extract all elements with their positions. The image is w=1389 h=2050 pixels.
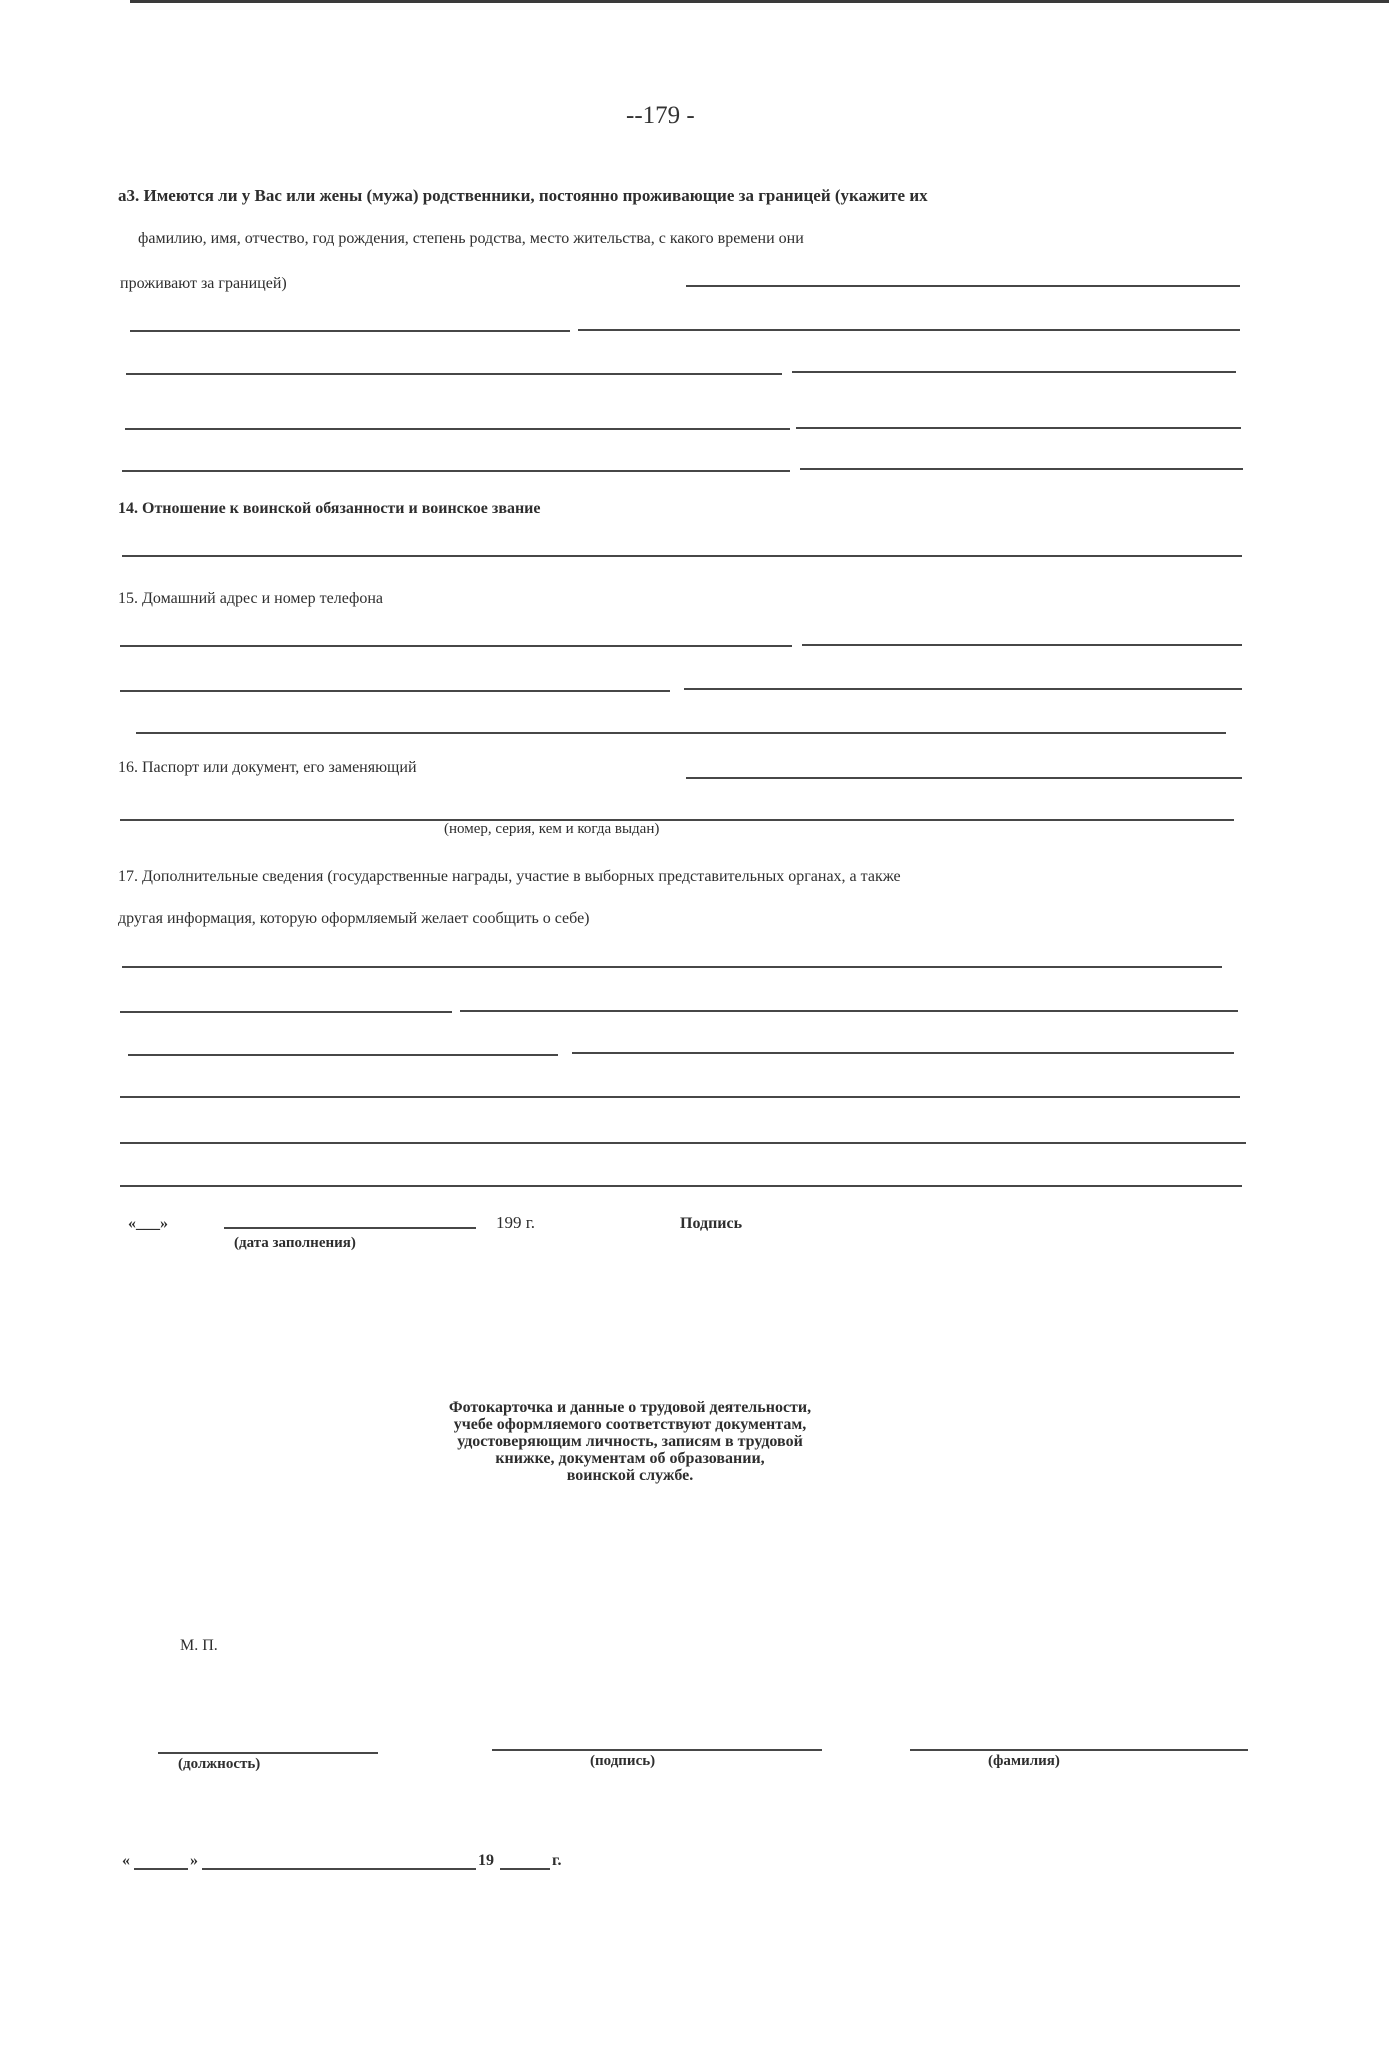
q17-answer-line[interactable] bbox=[460, 1010, 1238, 1012]
q15-answer-line[interactable] bbox=[136, 732, 1226, 734]
position-caption: (должность) bbox=[178, 1756, 261, 1772]
signature-label: Подпись bbox=[680, 1215, 743, 1232]
signature-line[interactable] bbox=[492, 1749, 822, 1751]
bottom-date-month-line[interactable] bbox=[202, 1868, 476, 1870]
q13-answer-line[interactable] bbox=[796, 427, 1241, 429]
fill-date-day: «___» bbox=[128, 1215, 168, 1232]
q17-answer-line[interactable] bbox=[572, 1052, 1234, 1054]
note-line: учебе оформляемого соответствуют документам, bbox=[453, 1416, 807, 1433]
position-line[interactable] bbox=[158, 1752, 378, 1754]
q13-answer-line[interactable] bbox=[130, 330, 570, 332]
q13-answer-line[interactable] bbox=[125, 428, 790, 430]
q17-answer-line[interactable] bbox=[120, 1185, 1242, 1187]
note-line: удостоверяющим личность, записям в трудовой bbox=[457, 1433, 803, 1450]
q16-answer-line[interactable] bbox=[120, 819, 1234, 821]
note-line: воинской службе. bbox=[566, 1467, 694, 1484]
q13-text-line3: проживают за границей) bbox=[120, 275, 287, 292]
q17-text-line1: 17. Дополнительные сведения (государственные награды, участие в выборных представительных органах, а также bbox=[118, 868, 901, 885]
signature-caption: (подпись) bbox=[590, 1753, 656, 1769]
q15-text: 15. Домашний адрес и номер телефона bbox=[118, 590, 384, 607]
surname-line[interactable] bbox=[910, 1749, 1248, 1751]
fill-date-line[interactable] bbox=[224, 1227, 476, 1229]
q16-text: 16. Паспорт или документ, его заменяющий bbox=[118, 759, 417, 776]
q17-answer-line[interactable] bbox=[120, 1011, 452, 1013]
bottom-date-year-prefix: 19 bbox=[478, 1852, 494, 1869]
note-line: книжке, документам об образовании, bbox=[495, 1450, 765, 1467]
q14-answer-line[interactable] bbox=[122, 555, 1242, 557]
q17-answer-line[interactable] bbox=[120, 1096, 1240, 1098]
q17-text-line2: другая информация, которую оформляемый желает сообщить о себе) bbox=[118, 910, 590, 927]
q17-answer-line[interactable] bbox=[128, 1054, 558, 1056]
fill-date-year: 199 г. bbox=[496, 1213, 536, 1232]
fill-date-caption: (дата заполнения) bbox=[234, 1235, 356, 1251]
q15-answer-line[interactable] bbox=[120, 690, 670, 692]
bottom-date-close: » bbox=[190, 1852, 198, 1869]
q13-answer-line[interactable] bbox=[792, 371, 1236, 373]
q13-answer-line[interactable] bbox=[578, 329, 1240, 331]
bottom-date-day-line[interactable] bbox=[134, 1868, 188, 1870]
bottom-date-open: « bbox=[122, 1852, 130, 1869]
q17-answer-line[interactable] bbox=[120, 1142, 1246, 1144]
q14-text: 14. Отношение к воинской обязанности и воинское звание bbox=[118, 500, 541, 517]
note-line: Фотокарточка и данные о трудовой деятельности, bbox=[448, 1399, 812, 1416]
q15-answer-line[interactable] bbox=[802, 644, 1242, 646]
q16-answer-line[interactable] bbox=[686, 777, 1242, 779]
bottom-date-year-line[interactable] bbox=[500, 1868, 550, 1870]
surname-caption: (фамилия) bbox=[988, 1753, 1060, 1769]
q13-text-line2: фамилию, имя, отчество, год рождения, степень родства, место жительства, с какого времени они bbox=[138, 230, 804, 247]
page-top-edge bbox=[130, 0, 1389, 3]
q13-answer-line[interactable] bbox=[800, 468, 1243, 470]
bottom-date-year-suffix: г. bbox=[552, 1852, 562, 1869]
q15-answer-line[interactable] bbox=[684, 688, 1242, 690]
q13-answer-line[interactable] bbox=[686, 285, 1240, 287]
q13-answer-line[interactable] bbox=[126, 373, 782, 375]
q15-answer-line[interactable] bbox=[120, 645, 792, 647]
q17-answer-line[interactable] bbox=[122, 966, 1222, 968]
q16-caption: (номер, серия, кем и когда выдан) bbox=[444, 821, 660, 837]
verification-note bbox=[360, 1399, 900, 1484]
q13-answer-line[interactable] bbox=[122, 470, 790, 472]
page-number: --179 - bbox=[626, 102, 695, 129]
stamp-place: М. П. bbox=[180, 1637, 218, 1654]
q13-text-line1: а3. Имеются ли у Вас или жены (мужа) родственники, постоянно проживающие за границей (укажите их bbox=[118, 186, 928, 205]
